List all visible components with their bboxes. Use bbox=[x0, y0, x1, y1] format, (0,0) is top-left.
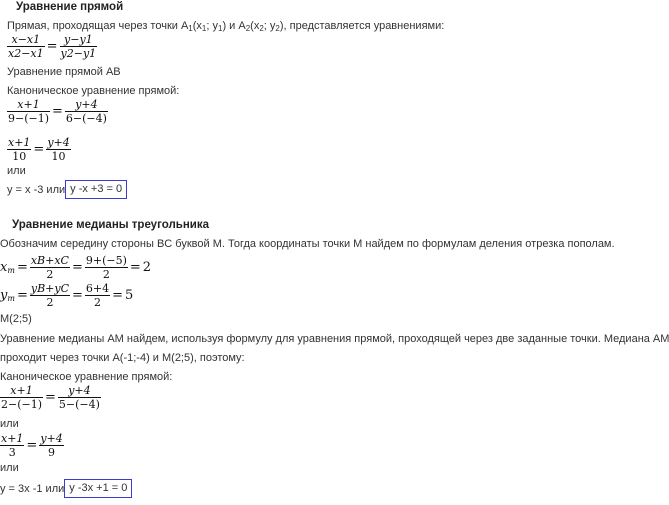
fraction: $\frac{y+4}{6-(-4)}$ bbox=[65, 98, 107, 125]
simplified-equation-ab: $\frac{x+1}{10}$ = $\frac{y+4}{10}$ bbox=[8, 136, 70, 163]
or-label: или bbox=[0, 462, 19, 474]
fraction: $\frac{x+1}{2-(-1)}$ bbox=[1, 384, 43, 411]
fraction: $\frac{y+4}{10}$ bbox=[47, 136, 70, 163]
section-title-line-equation: Уравнение прямой bbox=[16, 1, 124, 13]
fraction: $\frac{yB+yC}{2}$ bbox=[30, 282, 70, 309]
or-label: или bbox=[0, 418, 19, 430]
intro-text: Прямая, проходящая через точки $A_1(x_1$; $y_1$) и $A_2(x_2$; $y_2$), представляется уравнениями: bbox=[7, 20, 445, 33]
fraction: $\frac{9+(-5)}{2}$ bbox=[85, 254, 127, 281]
highlighted-result: y -3x +1 = 0 bbox=[64, 479, 132, 498]
canonical-equation-am: $\frac{x+1}{2-(-1)}$ = $\frac{y+4}{5-(-4)}$ bbox=[1, 384, 100, 411]
simplified-equation-am: $\frac{x+1}{3}$ = $\frac{y+4}{9}$ bbox=[1, 432, 63, 459]
result-line-am: y = 3x -1 или y -3x +1 = 0 bbox=[0, 479, 132, 498]
fraction: $\frac{x+1}{3}$ bbox=[1, 432, 24, 459]
xm-formula: $x_m$ = $\frac{xB+xC}{2}$ = $\frac{9+(-5)}{2}$ = 2 bbox=[0, 254, 152, 281]
or-label: или bbox=[7, 165, 26, 177]
median-text-1: Уравнение медианы AM найдем, используя формулу для уравнения прямой, проходящей через две заданные точки. Медиана AM bbox=[0, 333, 669, 345]
fraction: $\frac{y+4}{5-(-4)}$ bbox=[58, 384, 100, 411]
fraction: $\frac{x-x1}{x2-x1}$ bbox=[8, 33, 44, 60]
result-line-ab: y = x -3 или y -x +3 = 0 bbox=[7, 180, 127, 199]
canonical-label: Каноническое уравнение прямой: bbox=[7, 85, 180, 97]
point-m: M(2;5) bbox=[0, 313, 32, 325]
median-text-2: проходит через точки A(-1;-4) и M(2;5), поэтому: bbox=[0, 352, 245, 364]
fraction: $\frac{y+4}{9}$ bbox=[40, 432, 63, 459]
canonical-label-median: Каноническое уравнение прямой: bbox=[0, 371, 173, 383]
section-title-median: Уравнение медианы треугольника bbox=[12, 219, 209, 231]
fraction: $\frac{xB+xC}{2}$ bbox=[30, 254, 69, 281]
line-ab-label: Уравнение прямой AB bbox=[7, 66, 121, 78]
general-line-equation: $\frac{x-x1}{x2-x1}$ = $\frac{y-y1}{y2-y1}$ bbox=[8, 33, 97, 60]
fraction: $\frac{6+4}{2}$ bbox=[85, 282, 110, 309]
fraction: $\frac{x+1}{10}$ bbox=[8, 136, 31, 163]
highlighted-result: y -x +3 = 0 bbox=[65, 180, 127, 199]
fraction: $\frac{y-y1}{y2-y1}$ bbox=[60, 33, 97, 60]
fraction: $\frac{x+1}{9-(-1)}$ bbox=[8, 98, 50, 125]
ym-formula: $y_m$ = $\frac{yB+yC}{2}$ = $\frac{6+4}{2}$ = 5 bbox=[0, 282, 134, 309]
median-intro: Обозначим середину стороны BC буквой М. Тогда координаты точки М найдем по формулам деления отрезка пополам. bbox=[0, 238, 615, 250]
canonical-equation-ab: $\frac{x+1}{9-(-1)}$ = $\frac{y+4}{6-(-4)}$ bbox=[8, 98, 107, 125]
